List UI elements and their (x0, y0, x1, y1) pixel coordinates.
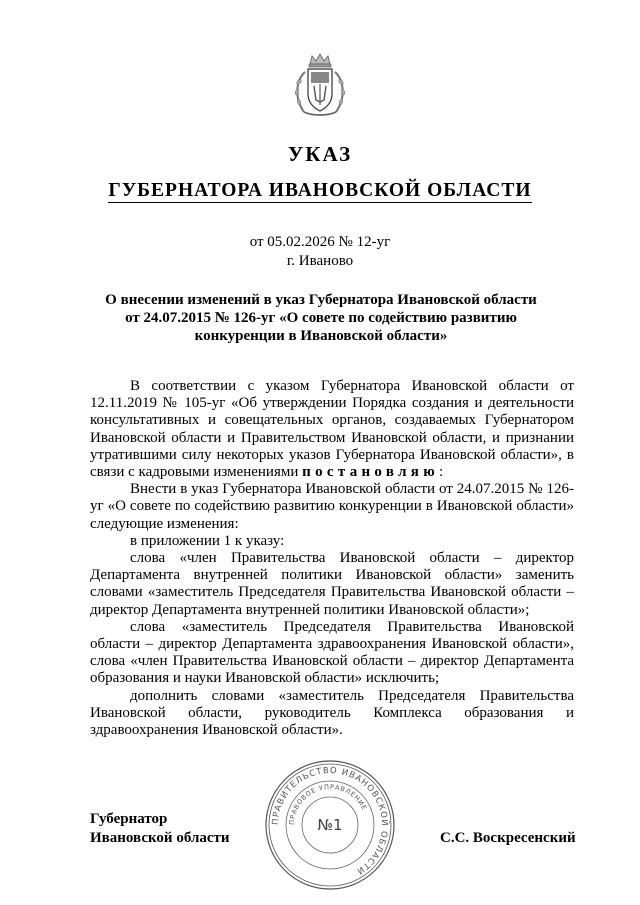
document-date: от 05.02.2026 № 12-уг (249, 234, 391, 250)
document-body (90, 378, 574, 739)
paragraph-appendix: в приложении 1 к указу: (130, 532, 285, 549)
preamble-text: В соответствии с указом Губернатора Ивановской области от 12.11.2019 № 105-уг «Об утверждении Порядка создания и деятельности консультативных и совещательных органов, создаваемых Губернатором Ивановской области и Правительством Ивановской области, и признании утратившими силу некоторых указов Губернатора Ивановской области», в связи с кадровыми изменениями (90, 378, 574, 481)
seal-ring-text: ПРАВИТЕЛЬСТВО ИВАНОВСКОЙ ОБЛАСТИ (270, 765, 390, 877)
paragraph-amendment-intro: Внести в указ Губернатора Ивановской области от 24.07.2015 № 126-уг «О совете по содействию развитию конкуренции в Ивановской области» следующие изменения: (90, 481, 574, 532)
coat-of-arms-icon (290, 50, 350, 120)
official-seal (262, 757, 398, 893)
issuer-title (0, 180, 640, 202)
paragraph-replace: слова «член Правительства Ивановской области – директор Департамента внутренней политики Ивановской области» заменить словами «заместитель Председателя Правительства Ивановской области – директор Департамента внутренней политики Ивановской области»; (90, 550, 574, 618)
issuer-title-text: ГУБЕРНАТОРА ИВАНОВСКОЙ ОБЛАСТИ (108, 180, 532, 201)
seal-inner-text: ПРАВОВОЕ УПРАВЛЕНИЕ (287, 782, 369, 826)
subject-line-3: конкуренции в Ивановской области» (194, 328, 448, 344)
decree-colon: : (438, 464, 444, 481)
signature-position-line-1: Губернатор (90, 811, 168, 827)
document-city: г. Иваново (286, 253, 354, 269)
seal-number: №1 (317, 816, 343, 834)
decree-word: постановляю (302, 464, 439, 481)
subject-line-2: от 24.07.2015 № 126-уг «О совете по содействию развитию (125, 310, 517, 326)
subject-line-1: О внесении изменений в указ Губернатора Ивановской области (105, 292, 537, 308)
paragraph-preamble (90, 378, 574, 481)
paragraph-add: дополнить словами «заместитель Председателя Правительства Ивановской области, руководитель Комплекса образования и здравоохранения Ивановской области». (90, 687, 574, 739)
document-date-block (0, 233, 640, 271)
signature-position (90, 810, 230, 848)
document-title: УКАЗ (287, 142, 353, 166)
signatory-name: С.С. Воскресенский (440, 830, 576, 846)
signature-position-line-2: Ивановской области (90, 830, 230, 846)
paragraph-exclude: слова «заместитель Председателя Правительства Ивановской области – директор Департамента здравоохранения Ивановской области», слова «член Правительства Ивановской области – директор Департамента образования и науки Ивановской области» исключить; (90, 618, 574, 687)
document-subject (90, 291, 552, 345)
